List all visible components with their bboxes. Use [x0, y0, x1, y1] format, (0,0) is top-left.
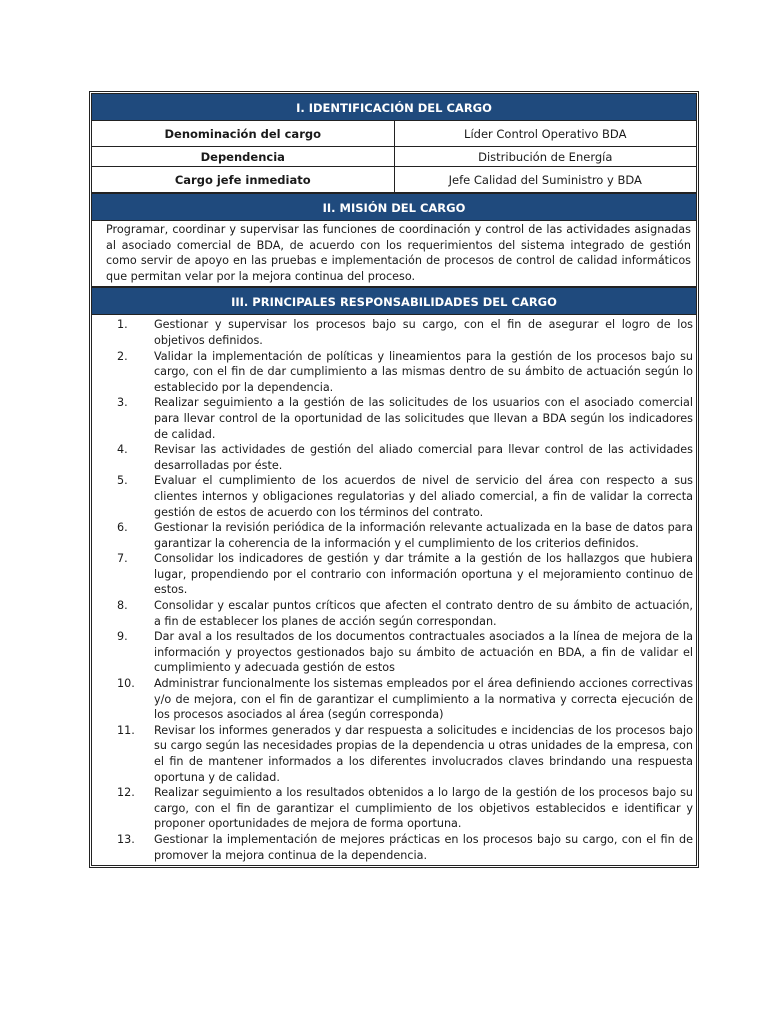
- list-item: [92, 442, 693, 473]
- job-description-document: [89, 91, 699, 868]
- item-text: Revisar las actividades de gestión del aliado comercial para llevar control de las actividades desarrolladas por éste.: [154, 443, 693, 472]
- responsibilities-list: [91, 315, 697, 866]
- row-dependencia: [91, 147, 697, 167]
- list-item: [92, 349, 693, 396]
- item-text: Consolidar y escalar puntos críticos que afecten el contrato dentro de su ámbito de actuación, a fin de establecer los planes de acción según correspondan.: [154, 599, 693, 628]
- section-identificacion-header: I. IDENTIFICACIÓN DEL CARGO: [91, 93, 697, 121]
- item-number: 11.: [117, 723, 135, 737]
- list-item: [92, 473, 693, 520]
- item-number: 6.: [117, 521, 128, 535]
- row-value: Jefe Calidad del Suministro y BDA: [448, 172, 642, 187]
- item-number: 7.: [117, 552, 128, 566]
- list-item: [92, 317, 693, 348]
- list-item: [92, 785, 693, 832]
- list-item: [92, 520, 693, 551]
- item-number: 10.: [117, 677, 135, 691]
- item-text: Gestionar y supervisar los procesos bajo su cargo, con el fin de asegurar el logro de los objetivos definidos.: [154, 318, 693, 347]
- list-item: [92, 395, 693, 442]
- row-cargo-jefe: [91, 167, 697, 193]
- item-number: 12.: [117, 786, 135, 800]
- section-responsabilidades-header: III. PRINCIPALES RESPONSABILIDADES DEL CARGO: [91, 287, 697, 315]
- list-item: [92, 629, 693, 676]
- item-text: Gestionar la revisión periódica de la información relevante actualizada en la base de datos para garantizar la coherencia de la información y el cumplimiento de los criterios definidos.: [154, 521, 693, 550]
- item-number: 4.: [117, 443, 128, 457]
- row-label: Cargo jefe inmediato: [92, 167, 395, 192]
- item-text: Dar aval a los resultados de los documentos contractuales asociados a la línea de mejora de la información y proyectos gestionados bajo su ámbito de actuación en BDA, a fin de validar el cumplimiento y adecuada gestión de estos: [154, 630, 693, 675]
- item-number: 1.: [117, 318, 128, 332]
- list-item: [92, 676, 693, 723]
- row-label: Dependencia: [92, 147, 395, 166]
- row-value: Distribución de Energía: [478, 149, 613, 164]
- item-text: Consolidar los indicadores de gestión y dar trámite a la gestión de los hallazgos que hubiera lugar, propendiendo por el contrario con información oportuna y el mejoramiento continuo de estos.: [154, 552, 693, 597]
- item-number: 2.: [117, 349, 128, 363]
- item-number: 8.: [117, 599, 128, 613]
- list-item: [92, 832, 693, 863]
- item-number: 9.: [117, 630, 128, 644]
- list-item: [92, 598, 693, 629]
- section-mision-header: II. MISIÓN DEL CARGO: [91, 193, 697, 221]
- row-denominacion: [91, 121, 697, 147]
- mission-text: Programar, coordinar y supervisar las funciones de coordinación y control de las actividades asignadas al asociado comercial de BDA, de acuerdo con los requerimientos del sistema integrado de gestión como servir de apoyo en las pruebas e implementación de procesos de control de calidad informáticos que permitan velar por la mejora continua del proceso.: [91, 221, 697, 287]
- item-text: Revisar los informes generados y dar respuesta a solicitudes e incidencias de los procesos bajo su cargo según las necesidades propias de la dependencia u otras unidades de la empresa, con el fin de mantener informados a los diferentes involucrados claves brindando una respuesta oportuna y de calidad.: [154, 723, 693, 784]
- item-text: Realizar seguimiento a los resultados obtenidos a lo largo de la gestión de los procesos bajo su cargo, con el fin de garantizar el cumplimiento de los objetivos establecidos e identificar y proponer oportunidades de mejora de forma oportuna.: [154, 786, 693, 831]
- item-number: 5.: [117, 474, 128, 488]
- item-text: Evaluar el cumplimiento de los acuerdos de nivel de servicio del área con respecto a sus clientes internos y obligaciones regulatorias y del aliado comercial, a fin de validar la correcta gestión de estos de acuerdo con los términos del contrato.: [154, 474, 693, 519]
- item-text: Administrar funcionalmente los sistemas empleados por el área definiendo acciones correctivas y/o de mejora, con el fin de garantizar el cumplimiento a la normativa y correcta ejecución de los procesos asociados al área (según corresponda): [154, 677, 693, 722]
- item-number: 3.: [117, 396, 128, 410]
- row-label: Denominación del cargo: [92, 121, 395, 146]
- item-text: Gestionar la implementación de mejores prácticas en los procesos bajo su cargo, con el fin de promover la mejora continua de la dependencia.: [154, 832, 693, 862]
- item-number: 13.: [117, 832, 135, 846]
- item-text: Realizar seguimiento a la gestión de las solicitudes de los usuarios con el asociado comercial para llevar control de la oportunidad de las solicitudes que llevan a BDA según los indicadores de calidad.: [154, 396, 693, 441]
- list-item: [92, 723, 693, 785]
- list-item: [92, 551, 693, 598]
- row-value: Líder Control Operativo BDA: [464, 126, 627, 141]
- item-text: Validar la implementación de políticas y lineamientos para la gestión de los procesos bajo su cargo, con el fin de dar cumplimiento a las mismas dentro de su ámbito de actuación según lo establecido por la dependencia.: [154, 349, 693, 394]
